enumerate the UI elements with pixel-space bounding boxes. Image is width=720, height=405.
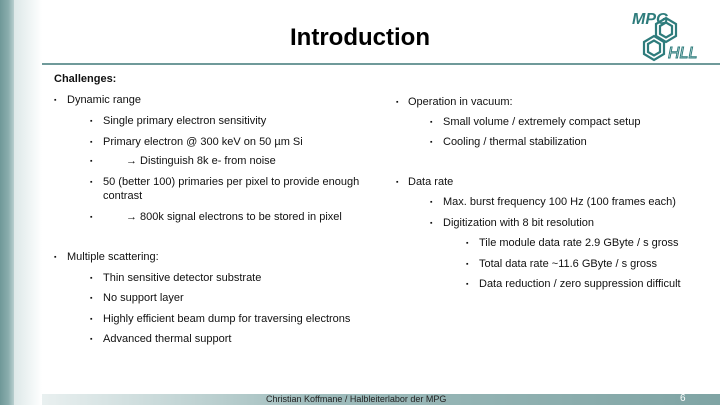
bullet: ▪ bbox=[430, 119, 433, 126]
list-item: Digitization with 8 bit resolution bbox=[443, 217, 595, 229]
bullet: ▪ bbox=[466, 240, 469, 247]
bullet: ▪ bbox=[430, 199, 433, 206]
page-number: 6 bbox=[680, 393, 686, 404]
bullet: ▪ bbox=[90, 295, 93, 302]
list-item: → Distinguish 8k e- from noise bbox=[126, 155, 276, 167]
list-item: Small volume / extremely compact setup bbox=[443, 116, 641, 128]
list-item: → 800k signal electrons to be stored in pixel bbox=[126, 211, 342, 223]
operation-heading: Operation in vacuum: bbox=[408, 96, 513, 108]
data-rate-heading: Data rate bbox=[408, 176, 454, 188]
title-divider bbox=[42, 63, 720, 65]
bullet: ▪ bbox=[54, 254, 57, 261]
bullet: ▪ bbox=[90, 336, 93, 343]
multiple-scattering-heading: Multiple scattering: bbox=[67, 251, 159, 263]
list-item: Total data rate ~11.6 GByte / s gross bbox=[479, 258, 658, 270]
bullet: ▪ bbox=[54, 97, 57, 104]
list-item: Max. burst frequency 100 Hz (100 frames each) bbox=[443, 196, 676, 208]
dynamic-range-heading: Dynamic range bbox=[67, 94, 141, 106]
bullet: ▪ bbox=[90, 118, 93, 125]
list-item-continuation: contrast bbox=[103, 190, 143, 202]
bullet: ▪ bbox=[90, 275, 93, 282]
list-item: Data reduction / zero suppression difficult bbox=[479, 278, 681, 290]
list-item: 50 (better 100) primaries per pixel to provide enough bbox=[103, 176, 360, 188]
mpg-hll-logo bbox=[628, 6, 716, 64]
bullet: ▪ bbox=[396, 179, 399, 186]
challenges-label: Challenges: bbox=[54, 73, 117, 85]
bullet: ▪ bbox=[466, 281, 469, 288]
bullet: ▪ bbox=[430, 220, 433, 227]
list-item: Advanced thermal support bbox=[103, 333, 232, 345]
list-item: No support layer bbox=[103, 292, 184, 304]
bullet: ▪ bbox=[90, 139, 93, 146]
bullet: ▪ bbox=[90, 179, 93, 186]
list-item: Thin sensitive detector substrate bbox=[103, 272, 262, 284]
list-item: Single primary electron sensitivity bbox=[103, 115, 267, 127]
bullet: ▪ bbox=[466, 261, 469, 268]
list-item: Cooling / thermal stabilization bbox=[443, 136, 587, 148]
slide-title: Introduction bbox=[290, 24, 430, 51]
list-item: Highly efficient beam dump for traversing electrons bbox=[103, 313, 351, 325]
bullet: ▪ bbox=[396, 99, 399, 106]
bullet: ▪ bbox=[90, 316, 93, 323]
svg-text:MPG: MPG bbox=[632, 11, 669, 28]
bullet: ▪ bbox=[90, 158, 93, 165]
bullet: ▪ bbox=[430, 139, 433, 146]
list-item: Tile module data rate 2.9 GByte / s gross bbox=[479, 237, 679, 249]
footer-author: Christian Koffmane / Halbleiterlabor der MPG bbox=[266, 394, 447, 404]
svg-text:HLL: HLL bbox=[668, 45, 698, 62]
bullet: ▪ bbox=[90, 214, 93, 221]
left-decor-bar bbox=[0, 0, 14, 405]
left-decor-gradient bbox=[14, 0, 42, 405]
list-item: Primary electron @ 300 keV on 50 µm Si bbox=[103, 136, 303, 148]
